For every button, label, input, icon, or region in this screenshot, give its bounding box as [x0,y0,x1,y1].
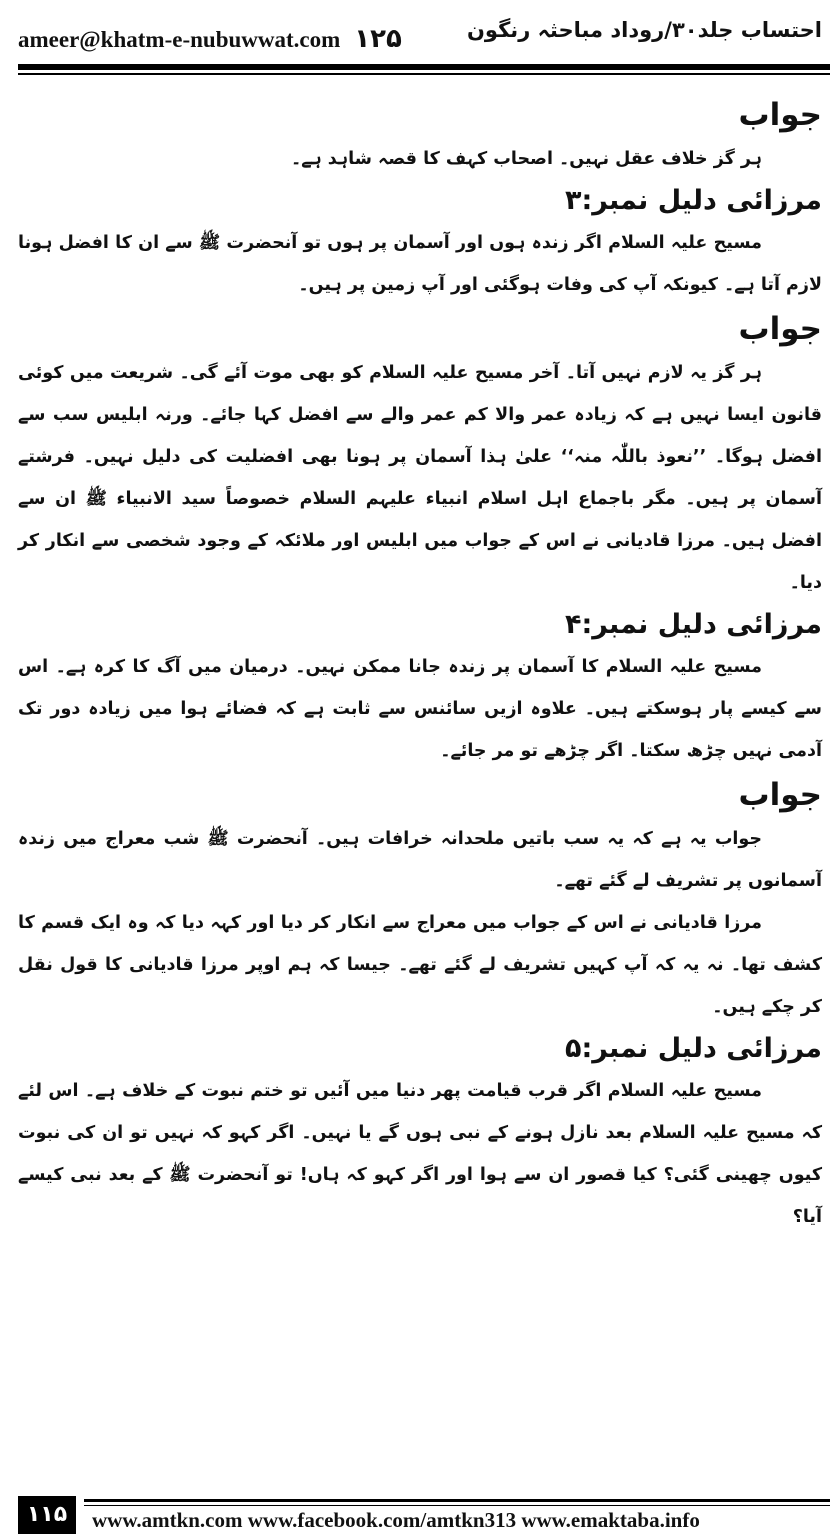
header-email: ameer@khatm-e-nubuwwat.com [18,27,341,52]
paragraph: مسیح علیہ السلام اگر زندہ ہوں اور آسمان پر ہوں تو آنحضرت ﷺ سے ان کا افضل ہونا لازم آتا ہے۔ کیونکہ آپ کی وفات ہوگئی اور آپ زمین پر ہیں۔ [18,233,822,295]
paragraph: مسیح علیہ السلام اگر قرب قیامت پھر دنیا میں آئیں تو ختم نبوت کے خلاف ہے۔ اس لئے کہ مسیح علیہ السلام بعد نازل ہونے کے نبی ہوں گے یا نہیں۔ اگر کہو کہ نہیں تو ان کی نبوت کیوں چھینی گئی؟ کیا قصور ان سے ہوا اور اگر کہو کہ ہاں! تو آنحضرت ﷺ کے بعد نبی کیسے آیا؟ [18,1081,822,1227]
header-book-title: احتساب جلد۳۰/روداد مباحثہ رنگون [467,18,822,42]
section-heading-answer: جواب [738,777,822,813]
paragraph: ہر گز خلاف عقل نہیں۔ اصحاب کہف کا قصہ شاہد ہے۔ [290,149,762,169]
section-heading-argument-3: مرزائی دلیل نمبر:۳ [564,185,822,216]
page-body [18,92,822,1238]
section-heading-answer: جواب [738,311,822,347]
footer-links: www.amtkn.com www.facebook.com/amtkn313 www.emaktaba.info [92,1508,700,1532]
header-page-number: ۱۲۵ [354,24,402,54]
page-footer [0,1496,840,1540]
section-heading-argument-5: مرزائی دلیل نمبر:۵ [564,1033,822,1064]
page-header [0,0,840,70]
header-rule-thin [18,73,830,75]
paragraph: مرزا قادیانی نے اس کے جواب میں معراج سے انکار کر دیا اور کہہ دیا کہ وہ ایک قسم کا کشف تھا۔ نہ یہ کہ آپ کہیں تشریف لے گئے تھے۔ جیسا کہ ہم اوپر مرزا قادیانی کا قول نقل کر چکے ہیں۔ [18,913,822,1017]
paragraph: ہر گز یہ لازم نہیں آتا۔ آخر مسیح علیہ السلام کو بھی موت آئے گی۔ شریعت میں کوئی قانون ایسا نہیں ہے کہ زیادہ عمر والا کم عمر والے سے افضل کہا جائے۔ ورنہ ابلیس سب سے افضل ہوگا۔ ’’نعوذ باللّٰہ منہ‘‘ علیٰ ہذا آسمان پر ہونا بھی افضلیت کی دلیل نہیں۔ فرشتے آسمان پر ہیں۔ مگر باجماع اہل اسلام انبیاء علیہم السلام خصوصاً سید الانبیاء ﷺ ان سے افضل ہیں۔ مرزا قادیانی نے اس کے جواب میں ابلیس اور ملائکہ کے وجود شخصی سے انکار کر دیا۔ [18,363,822,593]
section-heading-argument-4: مرزائی دلیل نمبر:۴ [564,609,822,640]
section-heading-answer: جواب [738,97,822,133]
paragraph: جواب یہ ہے کہ یہ سب باتیں ملحدانہ خرافات ہیں۔ آنحضرت ﷺ شب معراج میں زندہ آسمانوں پر تشریف لے گئے تھے۔ [18,829,822,891]
footer-rule [84,1499,830,1502]
header-rule-thick [18,64,830,70]
header-left [18,24,402,54]
footer-rule-thin [84,1505,830,1506]
paragraph: مسیح علیہ السلام کا آسمان پر زندہ جانا ممکن نہیں۔ درمیان میں آگ کا کرہ ہے۔ اس سے کیسے پار ہوسکتے ہیں۔ علاوہ ازیں سائنس سے ثابت ہے کہ فضائے ہوا میں زیادہ دور تک آدمی نہیں چڑھ سکتا۔ اگر چڑھے تو مر جائے۔ [18,657,822,761]
footer-page-number: ۱۱۵ [18,1496,76,1534]
